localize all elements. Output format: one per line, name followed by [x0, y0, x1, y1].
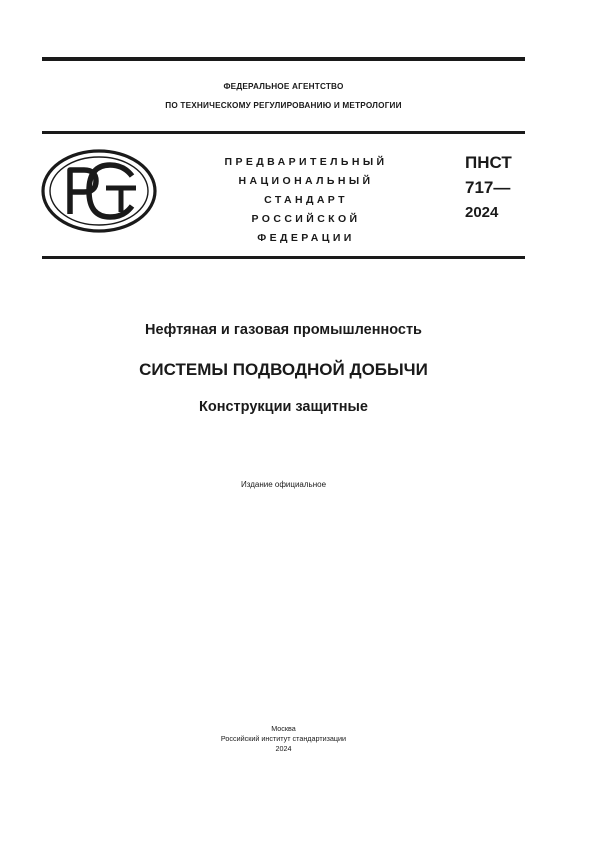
page-title: СИСТЕМЫ ПОДВОДНОЙ ДОБЫЧИ	[139, 360, 428, 379]
rst-certification-mark-icon	[40, 148, 158, 234]
subtitle: Конструкции защитные	[199, 399, 368, 415]
standard-designation	[465, 150, 512, 225]
standard-type-line: РОССИЙСКОЙ	[251, 213, 361, 225]
imprint-city: Москва	[271, 724, 296, 733]
standard-number: 717—	[465, 178, 511, 197]
standard-type-line: СТАНДАРТ	[264, 194, 348, 206]
agency-name-line2: ПО ТЕХНИЧЕСКОМУ РЕГУЛИРОВАНИЮ И МЕТРОЛОГИИ	[165, 101, 402, 110]
agency-name-line1: ФЕДЕРАЛЬНОЕ АГЕНТСТВО	[223, 82, 344, 91]
middle-rule	[42, 131, 525, 134]
edition-note: Издание официальное	[240, 480, 327, 489]
standard-type-line: НАЦИОНАЛЬНЫЙ	[238, 175, 374, 187]
imprint-year: 2024	[275, 744, 292, 753]
standard-year: 2024	[465, 204, 499, 221]
imprint	[42, 724, 525, 754]
standard-type	[196, 153, 416, 248]
top-rule	[42, 57, 525, 61]
standard-code: ПНСТ	[465, 153, 512, 172]
bottom-rule	[42, 256, 525, 259]
imprint-publisher: Российский институт стандартизации	[220, 734, 347, 743]
industry-title: Нефтяная и газовая промышленность	[145, 322, 422, 338]
standard-type-line: ФЕДЕРАЦИИ	[257, 232, 355, 244]
standard-type-line: ПРЕДВАРИТЕЛЬНЫЙ	[224, 156, 388, 168]
